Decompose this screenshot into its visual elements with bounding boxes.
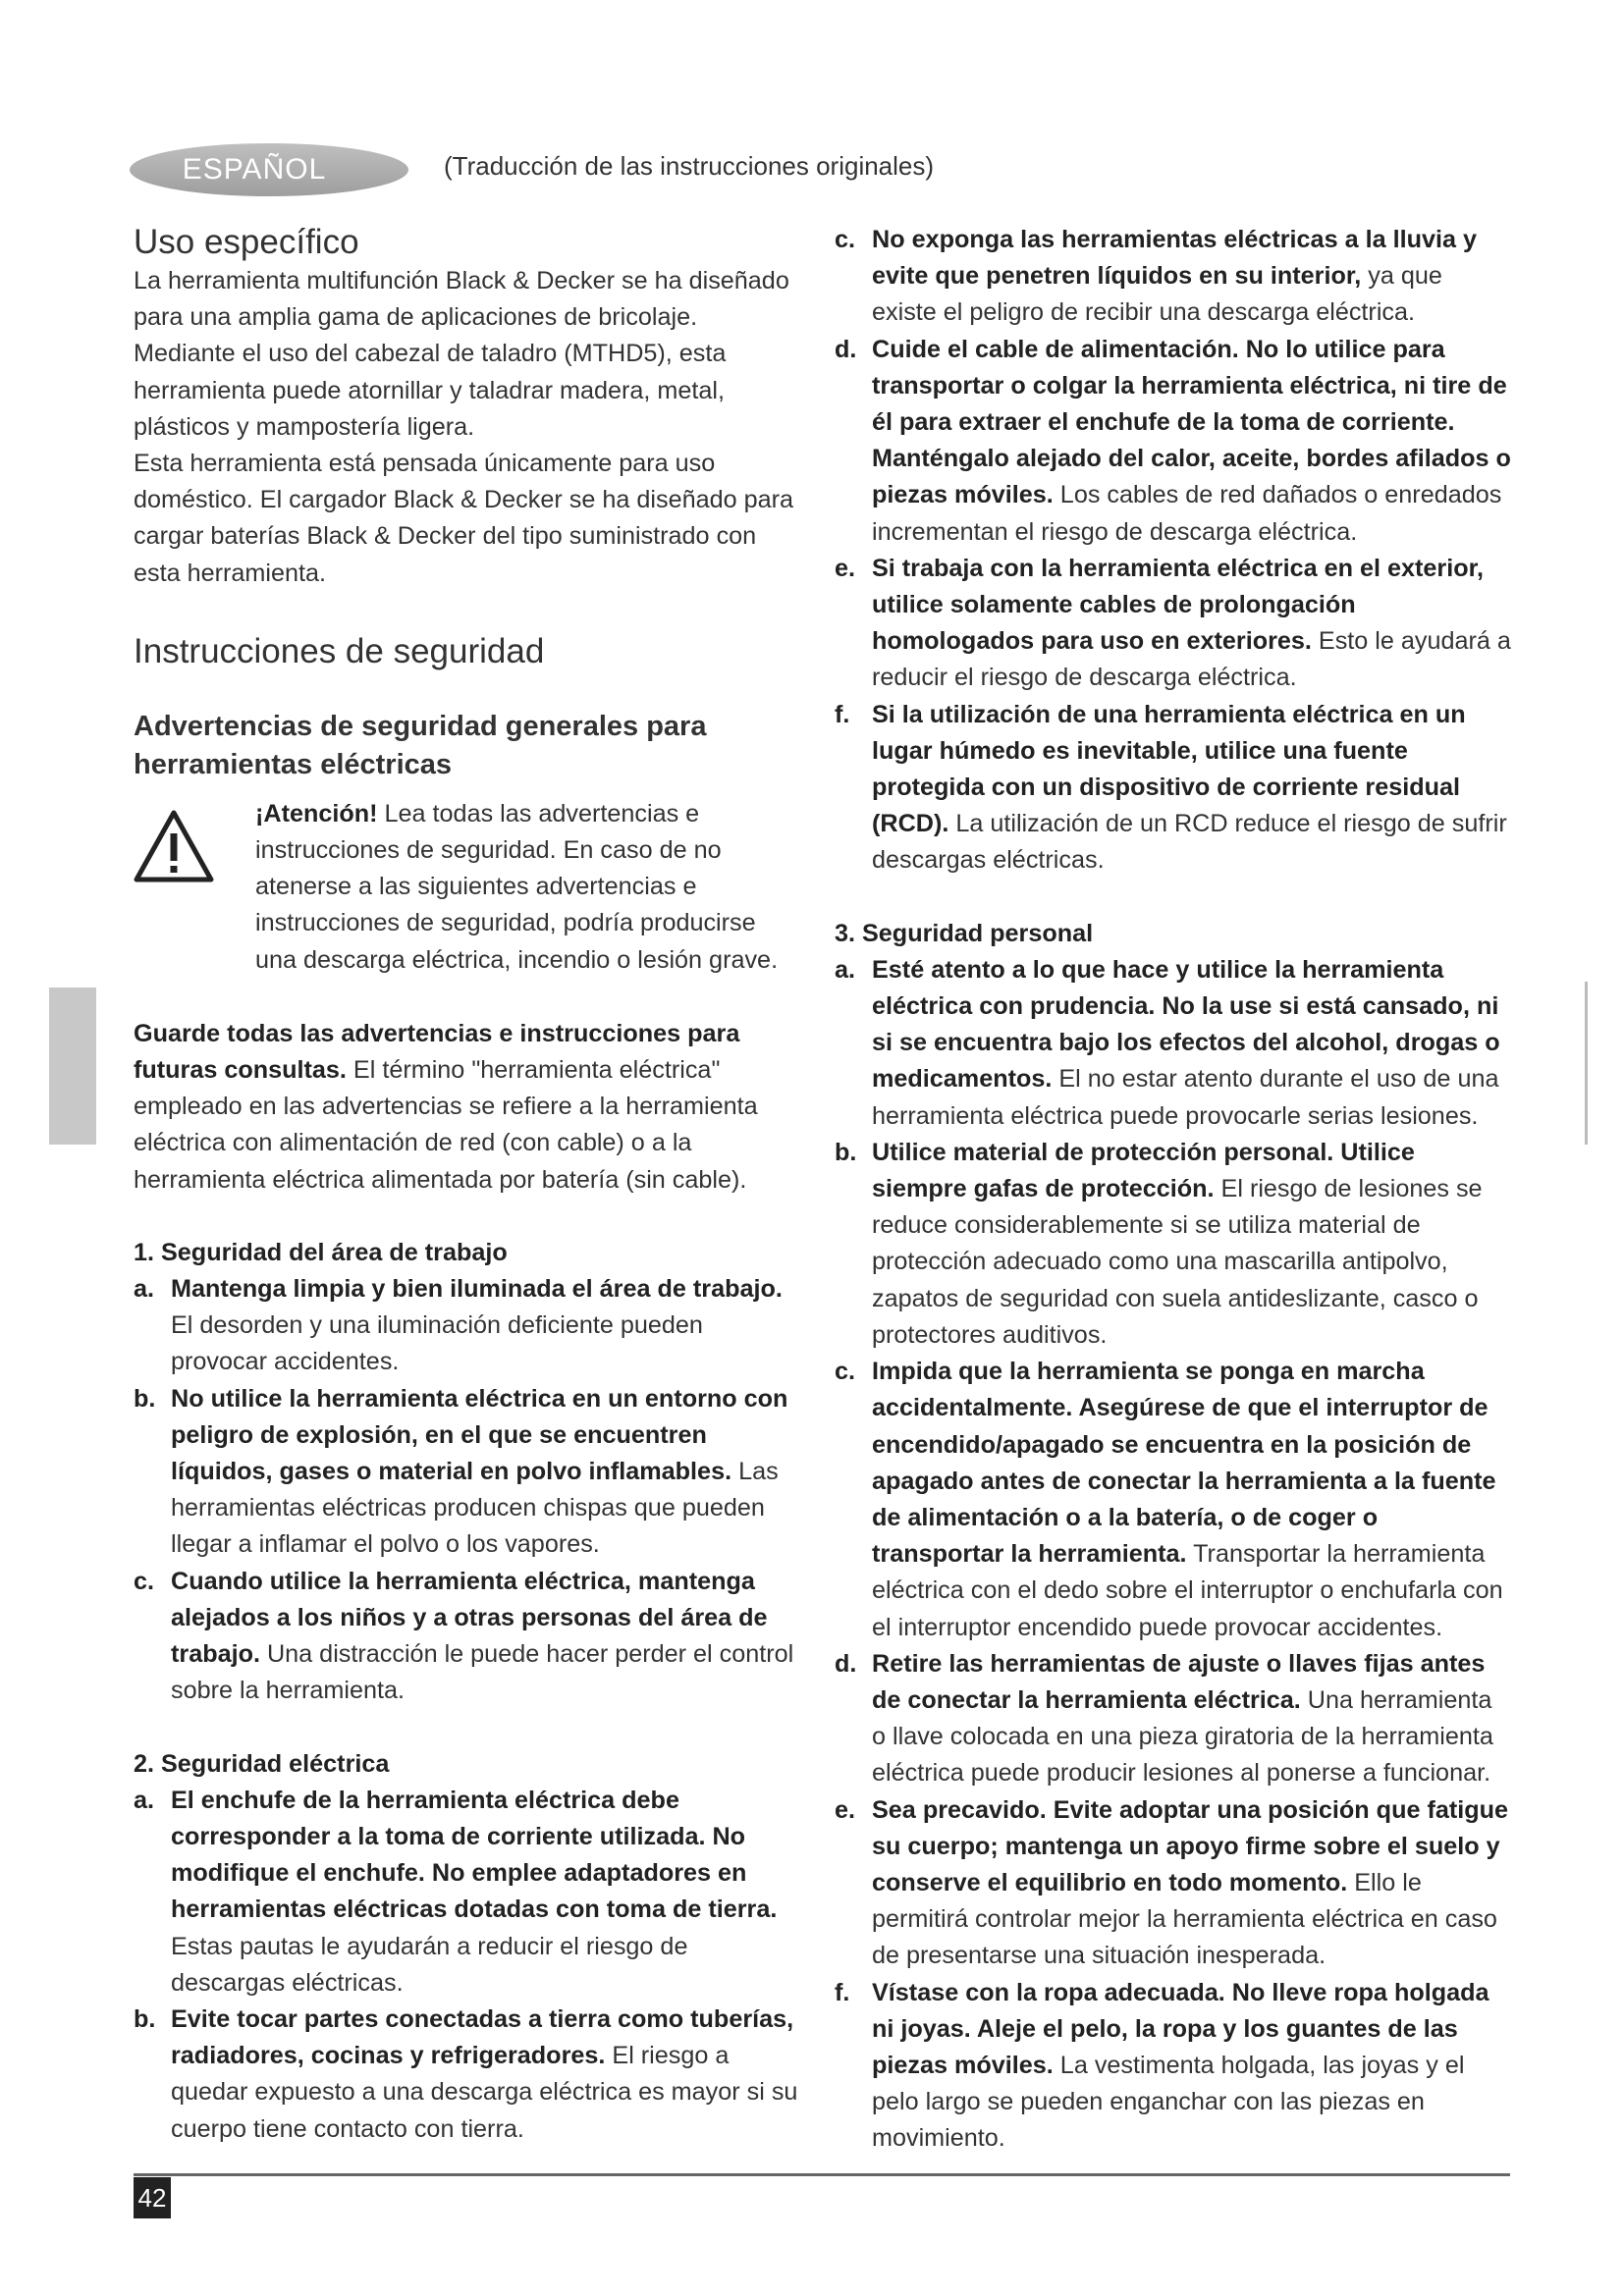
warning-label: ¡Atención! xyxy=(255,799,378,828)
right-column xyxy=(835,222,1512,2158)
list-item: c. Impida que la herramienta se ponga en marcha accidentalmente. Asegúrese de que el interruptor de encendido/apagado se encuentra en la posición de apagado antes de conectar la herramienta a la fuente de alimentación o a la batería, o de coger o transportar la herramienta. Transportar la herramienta eléctrica con el dedo sobre el interruptor o enchufarla con el interruptor encendido puede provocar accidentes. xyxy=(835,1358,1503,1641)
save-instructions-text: El término "herramienta eléctrica" empleado en las advertencias se refiere a la herramienta eléctrica con alimentación de red (con cable) o a la herramienta eléctrica alimentada por batería (sin cable). xyxy=(134,1056,758,1194)
safety-subtitle: Advertencias de seguridad generales para herramientas eléctricas xyxy=(134,710,707,780)
list-item: a. El enchufe de la herramienta eléctrica debe corresponder a la toma de corriente utilizada. No modifique el enchufe. No emplee adaptadores en herramientas eléctricas dotadas con toma de tierra. Estas pautas le ayudarán a reducir el riesgo de descargas eléctricas. xyxy=(134,1786,778,1997)
language-badge: ESPAÑOL xyxy=(130,143,408,196)
warning-block xyxy=(134,796,801,979)
list-item: b. Utilice material de protección personal. Utilice siempre gafas de protección. El riesgo de lesiones se reduce considerablemente si se utiliza material de protección adecuado como una mascarilla antipolvo, zapatos de seguridad con suela antideslizante, casco o protectores auditivos. xyxy=(835,1138,1483,1349)
personal-title: 3. Seguridad personal xyxy=(835,919,1094,947)
intended-use-title: Uso específico xyxy=(134,223,359,261)
margin-line xyxy=(1585,982,1588,1145)
list-item: a. Esté atento a lo que hace y utilice la herramienta eléctrica con prudencia. No la use si está cansado, ni si se encuentra bajo los efectos del alcohol, drogas o medicamentos. El no estar atento durante el uso de una herramienta eléctrica puede provocarle serias lesiones. xyxy=(835,955,1500,1130)
intended-use-p2: Esta herramienta está pensada únicamente para uso doméstico. El cargador Black & Decker se ha diseñado para cargar baterías Black & Decker del tipo suministrado con esta herramienta. xyxy=(134,450,794,587)
left-column xyxy=(134,222,801,2148)
list-item: b. Evite tocar partes conectadas a tierra como tuberías, radiadores, cocinas y refrigeradores. El riesgo a quedar expuesto a una descarga eléctrica es mayor si su cuerpo tiene contacto con tierra. xyxy=(134,2004,798,2143)
list-item: a. Mantenga limpia y bien iluminada el área de trabajo. El desorden y una iluminación deficiente pueden provocar accidentes. xyxy=(134,1275,783,1376)
list-item: d. Retire las herramientas de ajuste o llaves fijas antes de conectar la herramienta eléctrica. Una herramienta o llave colocada en una pieza giratoria de la herramienta eléctrica puede producir lesiones al ponerse a funcionar. xyxy=(835,1649,1493,1788)
list-item: e. Sea precavido. Evite adoptar una posición que fatigue su cuerpo; mantenga un apoyo firme sobre el suelo y conserve el equilibrio en todo momento. Ello le permitirá controlar mejor la herramienta eléctrica en caso de presentarse una situación inesperada. xyxy=(835,1795,1509,1970)
save-instructions-bold: Guarde todas las advertencias e instrucciones para futuras consultas. xyxy=(134,1019,740,1085)
list-item: c. Cuando utilice la herramienta eléctrica, mantenga alejados a los niños y a otras personas del área de trabajo. Una distracción le puede hacer perder el control sobre la herramienta. xyxy=(134,1567,794,1705)
list-item: b. No utilice la herramienta eléctrica en un entorno con peligro de explosión, en el que se encuentren líquidos, gases o material en polvo inflamables. Las herramientas eléctricas producen chispas que pueden llegar a inflamar el polvo o los vapores. xyxy=(134,1384,788,1559)
warning-triangle-icon xyxy=(134,796,255,979)
intended-use-p1: La herramienta multifunción Black & Decker se ha diseñado para una amplia gama de aplicaciones de bricolaje. Mediante el uso del cabezal de taladro (MTHD5), esta herramienta puede atornillar y taladrar madera, metal, plásticos y mampostería ligera. xyxy=(134,267,789,441)
list-item: f. Si la utilización de una herramienta eléctrica en un lugar húmedo es inevitable, utilice una fuente protegida con un dispositivo de corriente residual (RCD). La utilización de un RCD reduce el riesgo de sufrir descargas eléctricas. xyxy=(835,700,1507,875)
translation-note: (Traducción de las instrucciones originales) xyxy=(444,151,935,181)
list-item: d. Cuide el cable de alimentación. No lo utilice para transportar o colgar la herramienta eléctrica, ni tire de él para extraer el enchufe de la toma de corriente. Manténgalo alejado del calor, aceite, bordes afilados o piezas móviles. Los cables de red dañados o enredados incrementan el riesgo de descarga eléctrica. xyxy=(835,335,1511,546)
warning-text: Lea todas las advertencias e instrucciones de seguridad. En caso de no atenerse a las siguientes advertencias e instrucciones de seguridad, podría producirse una descarga eléctrica, incendio o lesión grave. xyxy=(255,799,779,974)
section-tab-marker xyxy=(49,988,96,1145)
work-area-title: 1. Seguridad del área de trabajo xyxy=(134,1238,508,1266)
safety-title: Instrucciones de seguridad xyxy=(134,631,545,670)
footer-rule xyxy=(134,2173,1510,2176)
list-item: c. No exponga las herramientas eléctricas a la lluvia y evite que penetren líquidos en su interior, ya que existe el peligro de recibir una descarga eléctrica. xyxy=(835,226,1477,327)
list-item: f. Vístase con la ropa adecuada. No lleve ropa holgada ni joyas. Aleje el pelo, la ropa y los guantes de las piezas móviles. La vestimenta holgada, las joyas y el pelo largo se pueden enganchar con las piezas en movimiento. xyxy=(835,1978,1489,2153)
page-number: 42 xyxy=(134,2177,171,2218)
list-item: e. Si trabaja con la herramienta eléctrica en el exterior, utilice solamente cables de prolongación homologados para uso en exteriores. Esto le ayudará a reducir el riesgo de descarga eléctrica. xyxy=(835,554,1511,692)
electrical-title: 2. Seguridad eléctrica xyxy=(134,1749,390,1778)
